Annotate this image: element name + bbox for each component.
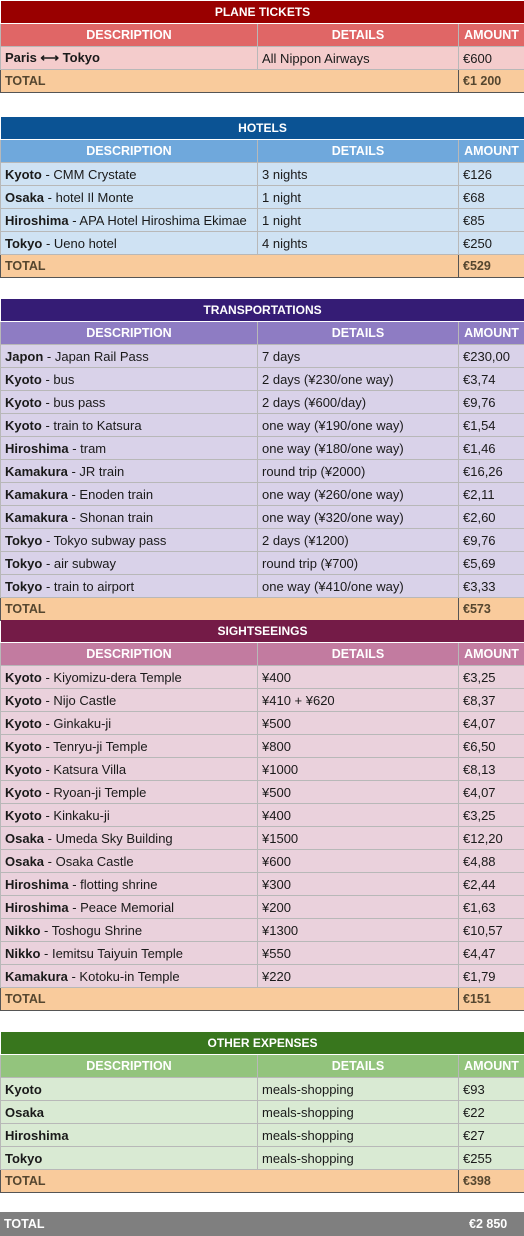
description-cell[interactable] [1, 368, 258, 391]
item-description: - Kinkaku-ji [41, 807, 110, 823]
place-name: Hiroshima [5, 876, 69, 892]
item-description: - bus [41, 371, 75, 387]
table-row [1, 575, 524, 598]
section-total-row [1, 988, 524, 1011]
details-cell[interactable]: meals-shopping [258, 1078, 459, 1101]
description-cell[interactable] [1, 47, 258, 70]
amount-cell[interactable]: €230,00 [459, 345, 524, 368]
details-cell[interactable]: ¥500 [258, 781, 459, 804]
place-name: Kyoto [5, 807, 42, 823]
details-cell[interactable]: ¥410 + ¥620 [258, 689, 459, 712]
table-row [1, 758, 524, 781]
amount-cell[interactable]: €2,44 [459, 873, 524, 896]
amount-cell[interactable]: €1,46 [459, 437, 524, 460]
column-header-description[interactable]: DESCRIPTION [1, 24, 258, 47]
place-name: Nikko [5, 945, 41, 961]
description-cell[interactable] [1, 186, 258, 209]
column-header-amount[interactable]: AMOUNT [459, 322, 524, 345]
amount-cell[interactable]: €4,07 [459, 712, 524, 735]
details-cell[interactable]: ¥800 [258, 735, 459, 758]
column-header-details[interactable]: DETAILS [258, 643, 459, 666]
amount-cell[interactable]: €2,11 [459, 483, 524, 506]
item-description: - Peace Memorial [68, 899, 175, 915]
details-cell[interactable]: 2 days (¥600/day) [258, 391, 459, 414]
place-name: Kyoto [5, 371, 42, 387]
details-cell[interactable]: meals-shopping [258, 1124, 459, 1147]
grand-total-label: TOTAL [4, 1217, 45, 1231]
item-description: - Japan Rail Pass [43, 348, 149, 364]
item-description: - APA Hotel Hiroshima Ekimae [68, 212, 247, 228]
section-title[interactable]: TRANSPORTATIONS [1, 299, 524, 322]
total-spacer-cell[interactable] [258, 70, 459, 93]
place-name: Kyoto [5, 692, 42, 708]
details-cell[interactable]: 3 nights [258, 163, 459, 186]
item-description: - Toshogu Shrine [40, 922, 143, 938]
table-row [1, 1147, 524, 1170]
column-header-details[interactable]: DETAILS [258, 322, 459, 345]
item-description: - Nijo Castle [41, 692, 117, 708]
amount-cell[interactable]: €3,25 [459, 666, 524, 689]
amount-cell[interactable]: €3,25 [459, 804, 524, 827]
grand-total-row[interactable] [0, 1212, 524, 1236]
table-row [1, 232, 524, 255]
description-cell[interactable] [1, 919, 258, 942]
table-row [1, 552, 524, 575]
details-cell[interactable]: meals-shopping [258, 1101, 459, 1124]
item-description: - JR train [67, 463, 125, 479]
details-cell[interactable]: 7 days [258, 345, 459, 368]
details-cell[interactable]: ¥200 [258, 896, 459, 919]
place-name: Tokyo [5, 1150, 43, 1166]
place-name: Kamakura [5, 509, 68, 525]
place-name: Kyoto [5, 166, 42, 182]
section-hotels [0, 116, 524, 278]
section-total-row [1, 1170, 524, 1193]
item-description: - Umeda Sky Building [44, 830, 173, 846]
table-row [1, 186, 524, 209]
amount-cell[interactable]: €600 [459, 47, 524, 70]
details-cell[interactable]: ¥220 [258, 965, 459, 988]
amount-cell[interactable]: €250 [459, 232, 524, 255]
details-cell[interactable]: ¥1300 [258, 919, 459, 942]
description-cell[interactable] [1, 758, 258, 781]
table-row [1, 735, 524, 758]
item-description: - flotting shrine [68, 876, 158, 892]
description-cell[interactable] [1, 1147, 258, 1170]
place-name: Hiroshima [5, 899, 69, 915]
amount-cell[interactable]: €4,88 [459, 850, 524, 873]
amount-cell[interactable]: €3,74 [459, 368, 524, 391]
item-description: - hotel Il Monte [44, 189, 134, 205]
table-row [1, 827, 524, 850]
amount-cell[interactable]: €8,37 [459, 689, 524, 712]
description-cell[interactable] [1, 1101, 258, 1124]
column-header-description[interactable]: DESCRIPTION [1, 140, 258, 163]
table-row [1, 689, 524, 712]
place-name: Tokyo [5, 578, 43, 594]
details-cell[interactable]: ¥1000 [258, 758, 459, 781]
amount-cell[interactable]: €68 [459, 186, 524, 209]
total-label[interactable]: TOTAL [1, 255, 258, 278]
amount-cell[interactable]: €255 [459, 1147, 524, 1170]
table-row [1, 414, 524, 437]
amount-cell[interactable]: €10,57 [459, 919, 524, 942]
column-header-description[interactable]: DESCRIPTION [1, 1055, 258, 1078]
table-row [1, 1101, 524, 1124]
details-cell[interactable]: 4 nights [258, 232, 459, 255]
table-row [1, 483, 524, 506]
place-name: Kyoto [5, 394, 42, 410]
column-header-description[interactable]: DESCRIPTION [1, 322, 258, 345]
details-cell[interactable]: one way (¥320/one way) [258, 506, 459, 529]
place-name: Kyoto [5, 417, 42, 433]
description-cell[interactable] [1, 575, 258, 598]
item-description: - Kiyomizu-dera Temple [41, 669, 182, 685]
table-row [1, 781, 524, 804]
amount-cell[interactable]: €3,33 [459, 575, 524, 598]
amount-cell[interactable]: €9,76 [459, 391, 524, 414]
total-value[interactable]: €151 [459, 988, 524, 1011]
place-name: Osaka [5, 830, 45, 846]
total-label[interactable]: TOTAL [1, 988, 258, 1011]
section-plane [0, 0, 524, 93]
details-cell[interactable]: ¥400 [258, 666, 459, 689]
table-row [1, 506, 524, 529]
amount-cell[interactable]: €5,69 [459, 552, 524, 575]
place-name: Hiroshima [5, 1127, 69, 1143]
item-description: - Tokyo subway pass [42, 532, 167, 548]
section-title[interactable]: OTHER EXPENSES [1, 1032, 524, 1055]
details-cell[interactable]: All Nippon Airways [258, 47, 459, 70]
description-cell[interactable] [1, 942, 258, 965]
item-description: - Ryoan-ji Temple [41, 784, 147, 800]
section-title[interactable]: PLANE TICKETS [1, 1, 524, 24]
total-value[interactable]: €573 [459, 598, 524, 621]
table-row [1, 896, 524, 919]
table-row [1, 942, 524, 965]
table-row [1, 209, 524, 232]
total-label[interactable]: TOTAL [1, 70, 258, 93]
amount-cell[interactable]: €16,26 [459, 460, 524, 483]
item-description: - train to airport [42, 578, 135, 594]
place-name: Kamakura [5, 463, 68, 479]
details-cell[interactable]: one way (¥190/one way) [258, 414, 459, 437]
place-name: Osaka [5, 853, 45, 869]
amount-cell[interactable]: €1,63 [459, 896, 524, 919]
details-cell[interactable]: 1 night [258, 209, 459, 232]
amount-cell[interactable]: €2,60 [459, 506, 524, 529]
amount-cell[interactable]: €27 [459, 1124, 524, 1147]
table-row [1, 368, 524, 391]
details-cell[interactable]: round trip (¥700) [258, 552, 459, 575]
place-name: Hiroshima [5, 212, 69, 228]
item-description: - Osaka Castle [44, 853, 134, 869]
place-name: Tokyo [5, 235, 43, 251]
table-row [1, 163, 524, 186]
section-total-row [1, 255, 524, 278]
total-spacer-cell[interactable] [258, 1170, 459, 1193]
description-cell[interactable] [1, 414, 258, 437]
item-description: - air subway [42, 555, 117, 571]
details-cell[interactable]: ¥1500 [258, 827, 459, 850]
section-title[interactable]: HOTELS [1, 117, 524, 140]
place-name: Kamakura [5, 968, 68, 984]
description-cell[interactable] [1, 873, 258, 896]
amount-cell[interactable]: €126 [459, 163, 524, 186]
details-cell[interactable]: ¥500 [258, 712, 459, 735]
section-title[interactable]: SIGHTSEEINGS [1, 620, 524, 643]
place-name: Tokyo [5, 555, 43, 571]
section-other [0, 1031, 524, 1193]
description-cell[interactable] [1, 666, 258, 689]
place-name: Paris ⟷ Tokyo [5, 50, 100, 65]
place-name: Osaka [5, 189, 45, 205]
amount-cell[interactable]: €8,13 [459, 758, 524, 781]
item-description: - Tenryu-ji Temple [41, 738, 148, 754]
description-cell[interactable] [1, 781, 258, 804]
section-total-row [1, 70, 524, 93]
total-label[interactable]: TOTAL [1, 1170, 258, 1193]
amount-cell[interactable]: €1,54 [459, 414, 524, 437]
amount-cell[interactable]: €22 [459, 1101, 524, 1124]
details-cell[interactable]: one way (¥260/one way) [258, 483, 459, 506]
item-description: - tram [68, 440, 107, 456]
column-header-description[interactable]: DESCRIPTION [1, 643, 258, 666]
details-cell[interactable]: one way (¥180/one way) [258, 437, 459, 460]
description-cell[interactable] [1, 735, 258, 758]
description-cell[interactable] [1, 391, 258, 414]
description-cell[interactable] [1, 1078, 258, 1101]
table-row [1, 666, 524, 689]
item-description: - Kotoku-in Temple [67, 968, 180, 984]
table-row [1, 965, 524, 988]
item-description: - Iemitsu Taiyuin Temple [40, 945, 183, 961]
table-row [1, 437, 524, 460]
amount-cell[interactable]: €1,79 [459, 965, 524, 988]
description-cell[interactable] [1, 529, 258, 552]
description-cell[interactable] [1, 1124, 258, 1147]
place-name: Japon [5, 348, 44, 364]
place-name: Tokyo [5, 532, 43, 548]
place-name: Kyoto [5, 761, 42, 777]
amount-cell[interactable]: €85 [459, 209, 524, 232]
description-cell[interactable] [1, 965, 258, 988]
place-name: Kyoto [5, 1081, 42, 1097]
place-name: Kyoto [5, 669, 42, 685]
amount-cell[interactable]: €4,47 [459, 942, 524, 965]
description-cell[interactable] [1, 827, 258, 850]
table-row [1, 712, 524, 735]
amount-cell[interactable]: €9,76 [459, 529, 524, 552]
details-cell[interactable]: 2 days (¥230/one way) [258, 368, 459, 391]
details-cell[interactable]: meals-shopping [258, 1147, 459, 1170]
column-header-details[interactable]: DETAILS [258, 140, 459, 163]
item-description: - train to Katsura [41, 417, 142, 433]
total-spacer-cell[interactable] [258, 598, 459, 621]
description-cell[interactable] [1, 209, 258, 232]
description-cell[interactable] [1, 483, 258, 506]
section-transport [0, 298, 524, 621]
description-cell[interactable] [1, 804, 258, 827]
place-name: Kyoto [5, 738, 42, 754]
section-sightseeings [0, 619, 524, 1011]
details-cell[interactable]: ¥400 [258, 804, 459, 827]
description-cell[interactable] [1, 506, 258, 529]
description-cell[interactable] [1, 850, 258, 873]
description-cell[interactable] [1, 552, 258, 575]
description-cell[interactable] [1, 345, 258, 368]
column-header-amount[interactable]: AMOUNT [459, 1055, 524, 1078]
description-cell[interactable] [1, 232, 258, 255]
description-cell[interactable] [1, 689, 258, 712]
details-cell[interactable]: round trip (¥2000) [258, 460, 459, 483]
place-name: Kamakura [5, 486, 68, 502]
table-row [1, 873, 524, 896]
details-cell[interactable]: one way (¥410/one way) [258, 575, 459, 598]
details-cell[interactable]: ¥300 [258, 873, 459, 896]
table-row [1, 391, 524, 414]
details-cell[interactable]: 1 night [258, 186, 459, 209]
column-header-amount[interactable]: AMOUNT [459, 24, 524, 47]
total-spacer-cell[interactable] [258, 988, 459, 1011]
total-label[interactable]: TOTAL [1, 598, 258, 621]
amount-cell[interactable]: €4,07 [459, 781, 524, 804]
table-row [1, 460, 524, 483]
place-name: Osaka [5, 1104, 45, 1120]
description-cell[interactable] [1, 460, 258, 483]
total-value[interactable]: €398 [459, 1170, 524, 1193]
item-description: - Enoden train [67, 486, 154, 502]
column-header-details[interactable]: DETAILS [258, 24, 459, 47]
description-cell[interactable] [1, 163, 258, 186]
table-row [1, 919, 524, 942]
table-row [1, 1078, 524, 1101]
item-description: - CMM Crystate [41, 166, 137, 182]
description-cell[interactable] [1, 437, 258, 460]
place-name: Hiroshima [5, 440, 69, 456]
column-header-details[interactable]: DETAILS [258, 1055, 459, 1078]
place-name: Kyoto [5, 715, 42, 731]
place-name: Kyoto [5, 784, 42, 800]
table-row [1, 804, 524, 827]
column-header-amount[interactable]: AMOUNT [459, 643, 524, 666]
amount-cell[interactable]: €93 [459, 1078, 524, 1101]
amount-cell[interactable]: €6,50 [459, 735, 524, 758]
description-cell[interactable] [1, 896, 258, 919]
total-value[interactable]: €529 [459, 255, 524, 278]
details-cell[interactable]: 2 days (¥1200) [258, 529, 459, 552]
item-description: - Ginkaku-ji [41, 715, 112, 731]
item-description: - bus pass [41, 394, 106, 410]
grand-total-value: €2 850 [469, 1217, 508, 1231]
details-cell[interactable]: ¥550 [258, 942, 459, 965]
table-row [1, 1124, 524, 1147]
item-description: - Katsura Villa [41, 761, 127, 777]
column-header-amount[interactable]: AMOUNT [459, 140, 524, 163]
details-cell[interactable]: ¥600 [258, 850, 459, 873]
table-row [1, 850, 524, 873]
total-spacer-cell[interactable] [258, 255, 459, 278]
total-value[interactable]: €1 200 [459, 70, 524, 93]
table-row [1, 529, 524, 552]
place-name: Nikko [5, 922, 41, 938]
description-cell[interactable] [1, 712, 258, 735]
table-row [1, 345, 524, 368]
table-row [1, 47, 524, 70]
amount-cell[interactable]: €12,20 [459, 827, 524, 850]
section-total-row [1, 598, 524, 621]
item-description: - Ueno hotel [42, 235, 117, 251]
item-description: - Shonan train [67, 509, 154, 525]
